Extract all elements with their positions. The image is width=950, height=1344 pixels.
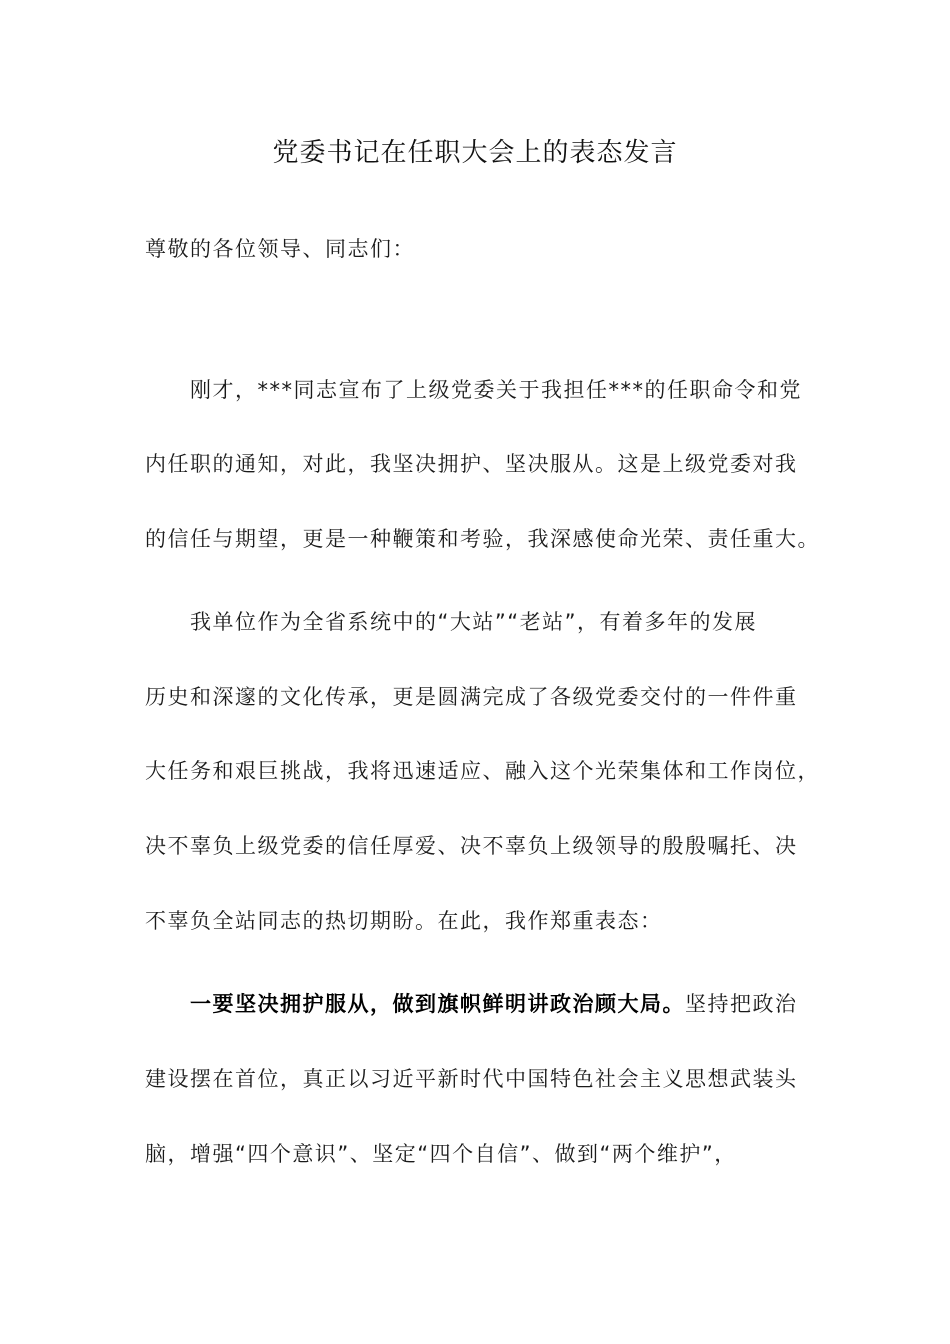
paragraph-line: 大任务和艰巨挑战，我将迅速适应、融入这个光荣集体和工作岗位，	[145, 759, 820, 783]
point1-heading: 一要坚决拥护服从，做到旗帜鲜明讲政治顾大局。	[190, 992, 685, 1016]
point1-text: 坚持把政治	[685, 992, 798, 1016]
paragraph-line: 我单位作为全省系统中的“大站”“老站”，有着多年的发展	[190, 610, 758, 634]
paragraph-line: 建设摆在首位，真正以习近平新时代中国特色社会主义思想武装头	[145, 1067, 798, 1091]
paragraph-line: 刚才，***同志宣布了上级党委关于我担任***的任职命令和党	[190, 378, 802, 402]
paragraph-line: 内任职的通知，对此，我坚决拥护、坚决服从。这是上级党委对我	[145, 452, 798, 476]
paragraph-line: 的信任与期望，更是一种鞭策和考验，我深感使命光荣、责任重大。	[145, 527, 820, 551]
paragraph-line: 决不辜负上级党委的信任厚爱、决不辜负上级领导的殷殷嘱托、决	[145, 834, 798, 858]
paragraph-line: 脑，增强“四个意识”、坚定“四个自信”、做到“两个维护”，	[145, 1142, 737, 1166]
salutation: 尊敬的各位领导、同志们：	[145, 237, 415, 261]
paragraph-line: 不辜负全站同志的热切期盼。在此，我作郑重表态：	[145, 909, 663, 933]
paragraph-line: 历史和深邃的文化传承，更是圆满完成了各级党委交付的一件件重	[145, 685, 798, 709]
point1-first-line	[190, 988, 798, 1018]
document-title: 党委书记在任职大会上的表态发言	[272, 138, 678, 168]
